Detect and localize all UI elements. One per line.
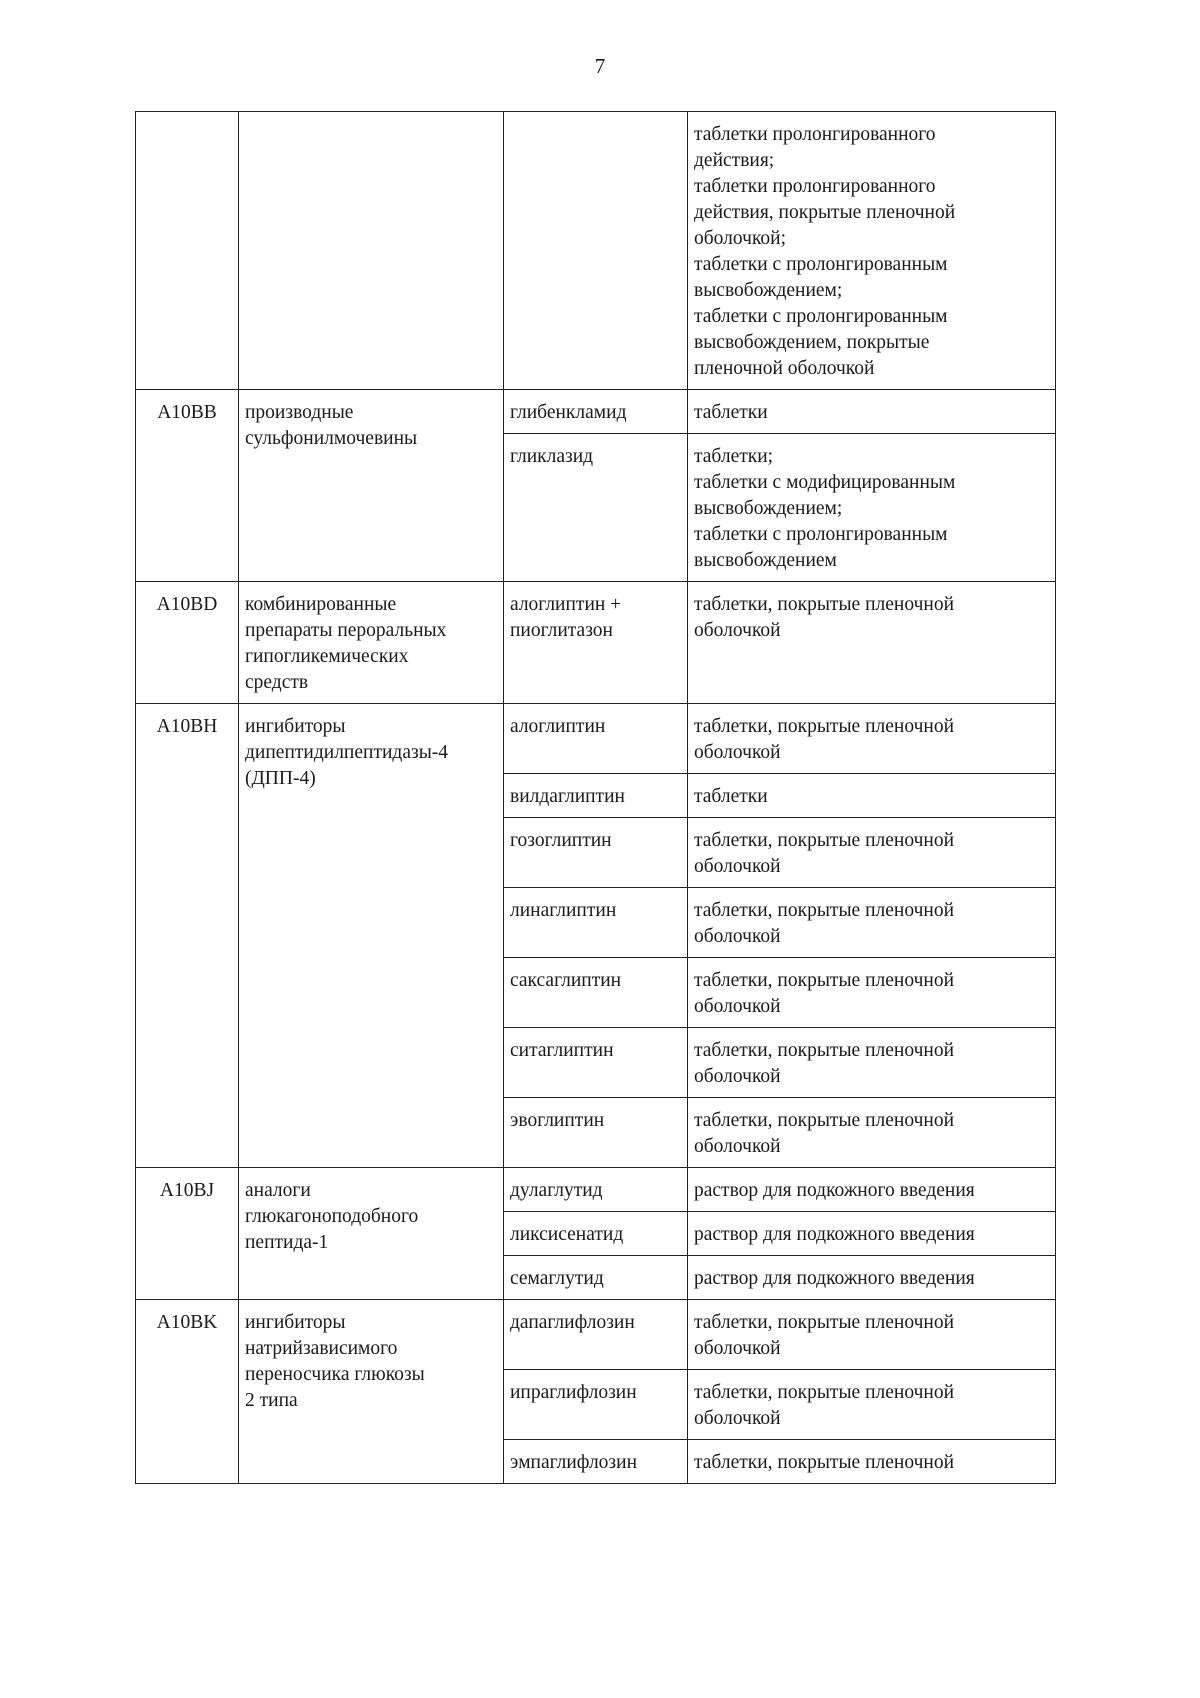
drug-name-cell [504, 112, 688, 390]
drug-table [135, 111, 1056, 1484]
drug-name-cell: глибенкламид [504, 390, 688, 434]
drug-name-cell: ситаглиптин [504, 1028, 688, 1098]
drug-name-cell: ликсисенатид [504, 1212, 688, 1256]
atc-code-cell: A10BB [136, 390, 239, 582]
table-row [136, 112, 1056, 390]
dosage-form-cell: таблетки, покрытые пленочной оболочкой [688, 1098, 1056, 1168]
drug-name-cell: саксаглиптин [504, 958, 688, 1028]
table-row [136, 1168, 1056, 1212]
dosage-form-cell: таблетки, покрытые пленочной оболочкой [688, 1370, 1056, 1440]
table-row [136, 390, 1056, 434]
table-row [136, 582, 1056, 704]
dosage-form-cell: раствор для подкожного введения [688, 1256, 1056, 1300]
drug-name-cell: ипраглифлозин [504, 1370, 688, 1440]
drug-group-cell: ингибиторы натрийзависимого переносчика глюкозы 2 типа [239, 1300, 504, 1484]
drug-name-cell: эмпаглифлозин [504, 1440, 688, 1484]
dosage-form-cell: таблетки, покрытые пленочной оболочкой [688, 582, 1056, 704]
drug-name-cell: гликлазид [504, 434, 688, 582]
dosage-form-cell: таблетки [688, 390, 1056, 434]
table-row [136, 1300, 1056, 1370]
dosage-form-cell: таблетки пролонгированного действия; таблетки пролонгированного действия, покрытые пленочной оболочкой; таблетки с пролонгированным высвобождением; таблетки с пролонгированным высвобождением, покрытые пленочной оболочкой [688, 112, 1056, 390]
drug-group-cell: производные сульфонилмочевины [239, 390, 504, 582]
dosage-form-cell: таблетки, покрытые пленочной оболочкой [688, 1028, 1056, 1098]
drug-name-cell: дапаглифлозин [504, 1300, 688, 1370]
dosage-form-cell: таблетки, покрытые пленочной оболочкой [688, 704, 1056, 774]
dosage-form-cell: таблетки, покрытые пленочной оболочкой [688, 888, 1056, 958]
atc-code-cell: A10BH [136, 704, 239, 1168]
dosage-form-cell: таблетки, покрытые пленочной [688, 1440, 1056, 1484]
drug-group-cell: комбинированные препараты пероральных гипогликемических средств [239, 582, 504, 704]
drug-group-cell [239, 112, 504, 390]
drug-name-cell: алоглиптин [504, 704, 688, 774]
drug-name-cell: семаглутид [504, 1256, 688, 1300]
page-number: 7 [594, 54, 606, 78]
drug-group-cell: ингибиторы дипептидилпептидазы-4 (ДПП-4) [239, 704, 504, 1168]
dosage-form-cell: таблетки; таблетки с модифицированным высвобождением; таблетки с пролонгированным высвобождением [688, 434, 1056, 582]
dosage-form-cell: таблетки [688, 774, 1056, 818]
drug-group-cell: аналоги глюкагоноподобного пептида-1 [239, 1168, 504, 1300]
drug-name-cell: гозоглиптин [504, 818, 688, 888]
dosage-form-cell: раствор для подкожного введения [688, 1212, 1056, 1256]
atc-code-cell: A10BK [136, 1300, 239, 1484]
drug-name-cell: алоглиптин + пиоглитазон [504, 582, 688, 704]
drug-name-cell: дулаглутид [504, 1168, 688, 1212]
drug-name-cell: вилдаглиптин [504, 774, 688, 818]
dosage-form-cell: раствор для подкожного введения [688, 1168, 1056, 1212]
drug-name-cell: линаглиптин [504, 888, 688, 958]
atc-code-cell [136, 112, 239, 390]
dosage-form-cell: таблетки, покрытые пленочной оболочкой [688, 958, 1056, 1028]
table-body [136, 112, 1056, 1484]
atc-code-cell: A10BJ [136, 1168, 239, 1300]
dosage-form-cell: таблетки, покрытые пленочной оболочкой [688, 1300, 1056, 1370]
table-row [136, 704, 1056, 774]
atc-code-cell: A10BD [136, 582, 239, 704]
drug-name-cell: эвоглиптин [504, 1098, 688, 1168]
dosage-form-cell: таблетки, покрытые пленочной оболочкой [688, 818, 1056, 888]
